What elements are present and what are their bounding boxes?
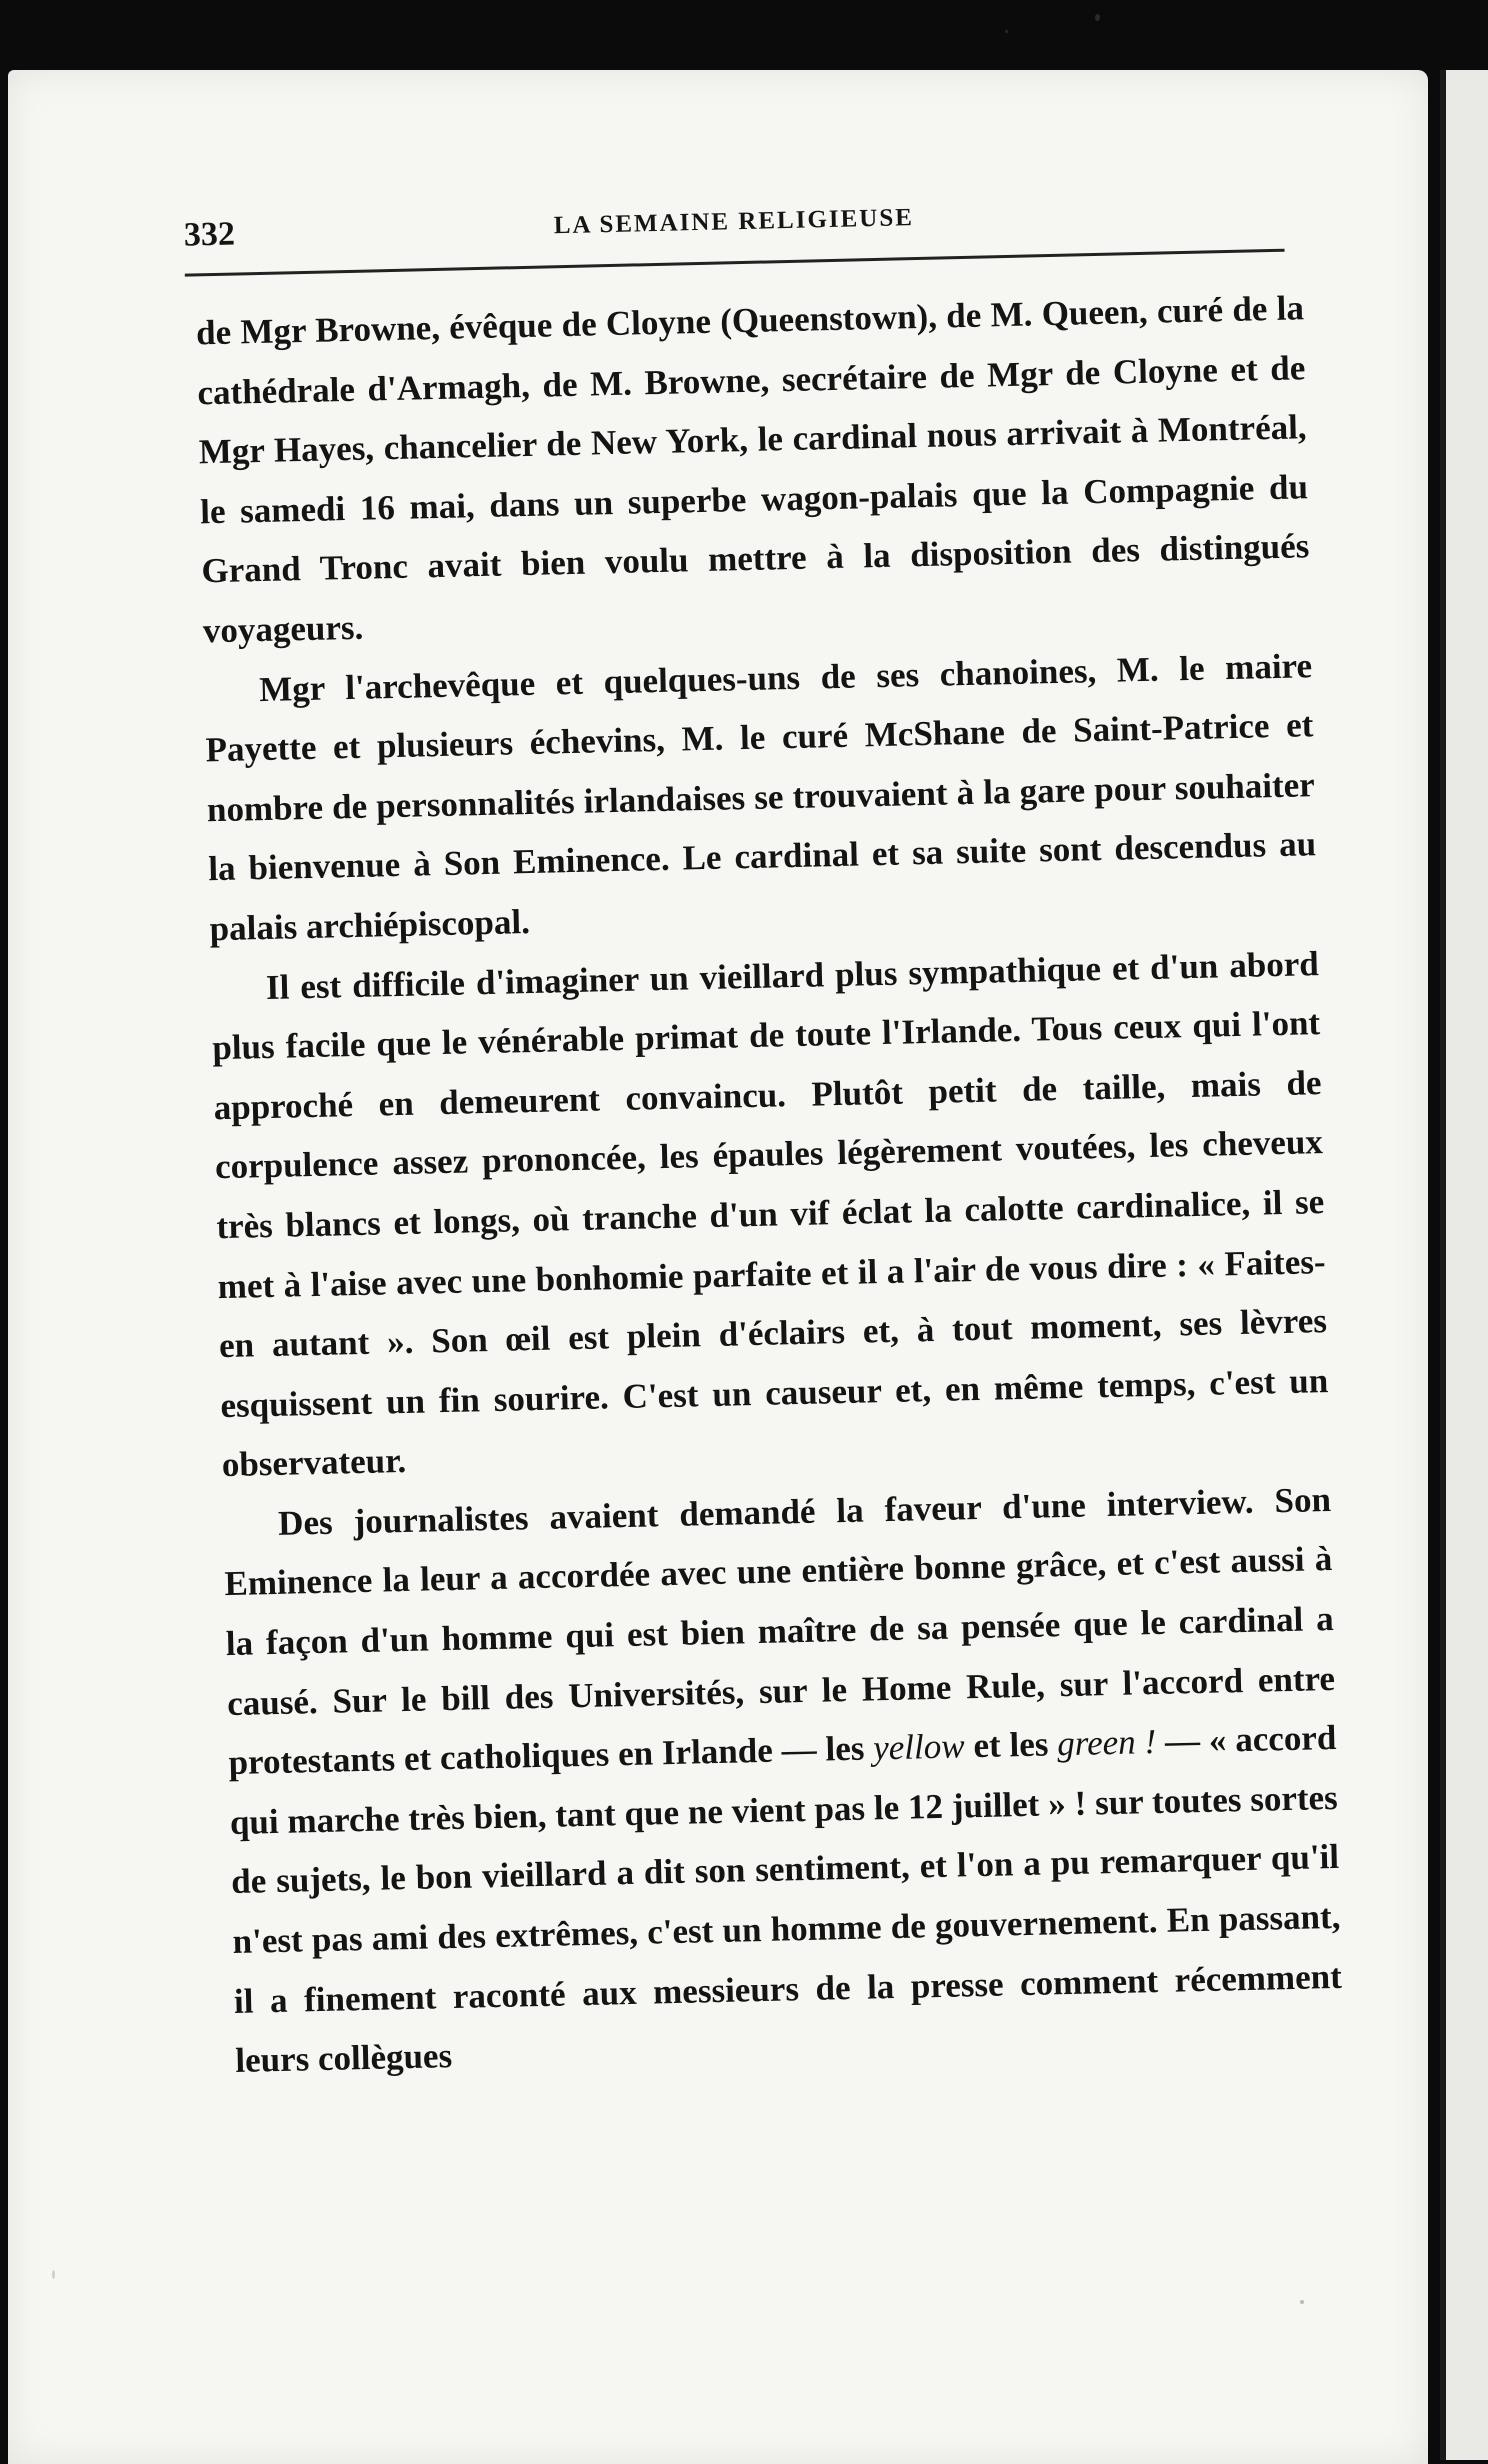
paragraph-4-part-3: — « accord qui marche très bien, tant que ne vient pas le 12 juillet » ! sur toutes sortes de sujets, le bon vieillard a dit son sentiment, et l'on a pu remarquer qu'il n'est pas ami des extrêmes, c'est un homme de gouvernement. En passant, il a finement raconté aux messieurs de la presse comment récemment leurs collègues: [229, 1718, 1343, 2081]
paragraph-4-part-2: et les: [964, 1724, 1058, 1766]
page-number: 332: [183, 215, 236, 254]
dust-speck: [1300, 2300, 1304, 2304]
word-yellow: yellow: [872, 1726, 966, 1768]
paragraph-4-part-1: Des journalistes avaient demandé la faveur d'une interview. Son Eminence la leur a accordée avec une entière bonne grâce, et c'est aussi à la façon d'un homme qui est bien maître de sa pensée que le cardinal a causé. Sur le bill des Universités, sur le Home Rule, sur l'accord entre protestants et catholiques en Irlande — les: [224, 1479, 1336, 1783]
paragraph-1: de Mgr Browne, évêque de Cloyne (Queenstown), de M. Queen, curé de la cathédrale d'Armagh, de M. Browne, secrétaire de Mgr de Cloyne et de Mgr Hayes, chancelier de New York, le cardinal nous arrivait à Montréal, le samedi 16 mai, dans un superbe wagon-palais que la Compagnie du Grand Tronc avait bien voulu mettre à la disposition des distingués voyageurs.: [195, 288, 1310, 651]
dust-speck: [52, 2270, 55, 2279]
dust-speck: [1005, 30, 1008, 33]
running-title: LA SEMAINE RELIGIEUSE: [553, 204, 915, 240]
body-text: [195, 278, 1343, 2090]
paragraph-2: Mgr l'archevêque et quelques-uns de ses chanoines, M. le maire Payette et plusieurs échevins, M. le curé McShane de Saint-Patrice et nombre de personnalités irlandaises se trouvaient à la gare pour souhaiter la bienvenue à Son Eminence. Le cardinal et sa suite sont descendus au palais archiépiscopal.: [205, 645, 1317, 949]
book-page: [8, 70, 1428, 2464]
page-content: [0, 54, 1459, 2464]
word-green: green !: [1056, 1722, 1157, 1764]
paragraph-3: Il est difficile d'imaginer un vieillard plus sympathique et d'un abord plus facile que le vénérable primat de toute l'Irlande. Tous ceux qui l'ont approché en demeurent convaincu. Plutôt petit de taille, mais de corpulence assez prononcée, les épaules légèrement voutées, les cheveux très blancs et longs, où tranche d'un vif éclat la calotte cardinalice, il se met à l'aise avec une bonhomie parfaite et il a l'air de vous dire : « Faites-en autant ». Son œil est plein d'éclairs et, à tout moment, ses lèvres esquissent un fin sourire. C'est un causeur et, en même temps, c'est un observateur.: [211, 943, 1329, 1485]
paragraph-4: [223, 1470, 1344, 2091]
dust-speck: [1095, 14, 1100, 21]
